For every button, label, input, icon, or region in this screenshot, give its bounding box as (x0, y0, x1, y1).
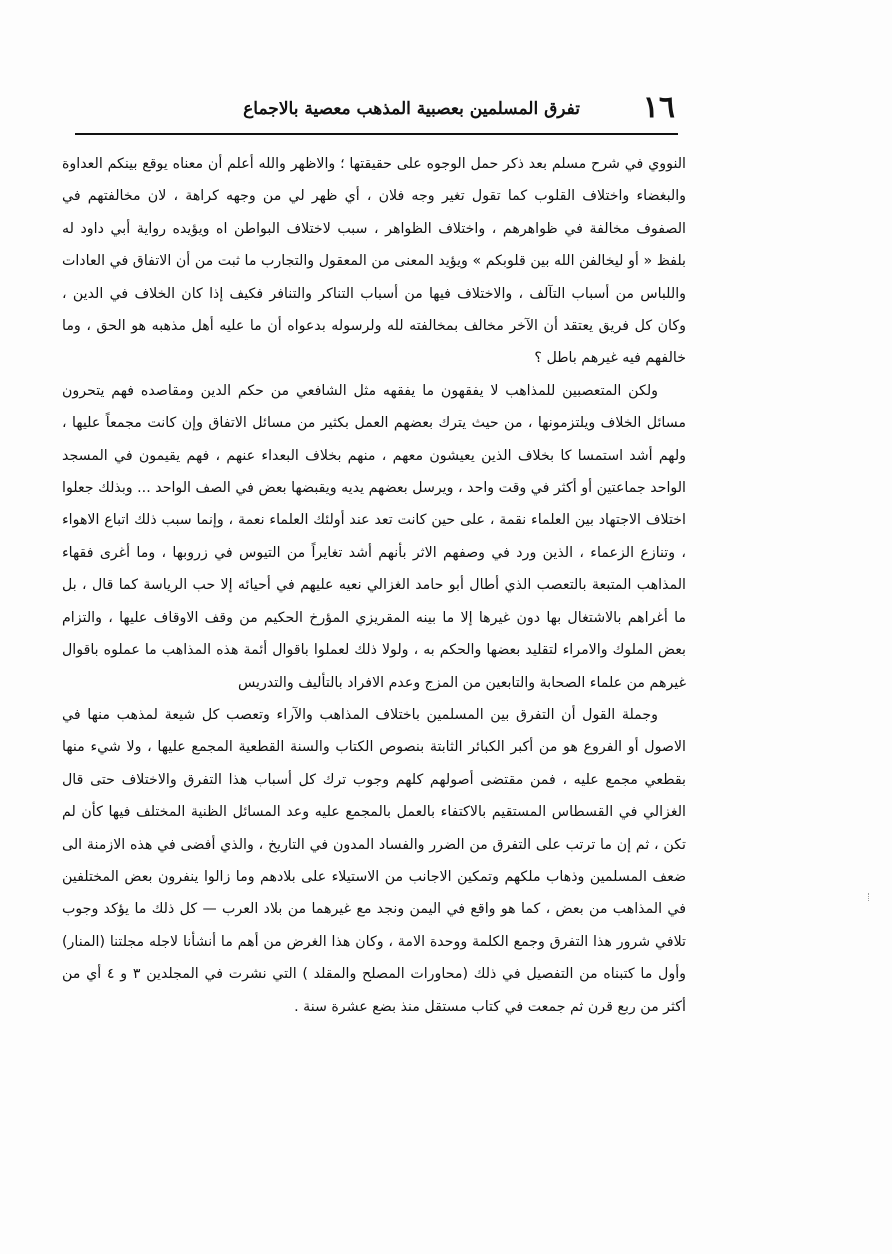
paragraph-2: ولكن المتعصبين للمذاهب لا يفقهون ما يفقهه مثل الشافعي من حكم الدين ومقاصده فهم يتحرون مسائل الخلاف ويلتزمونها ، من حيث يترك بعضهم العمل بكثير من مسائل الاتفاق وإن كانت مجمعاً عليها ، ولهم أشد استمسا كا بخلاف الذين يعيشون معهم ، منهم بخلاف البعداء عنهم ، فهم يقيمون في المسجد الواحد جماعتين أو أكثر في وقت واحد ، ويرسل بعضهم يديه ويقبضها بعض في الصف الواحد ... وبذلك جعلوا اختلاف الاجتهاد بين العلماء نقمة ، على حين كانت تعد عند أولئك العلماء نعمة ، وإنما سبب ذلك اتباع الاهواء ، وتنازع الزعماء ، الذين ورد في وصفهم الاثر بأنهم أشد تغايراً من التيوس في زروبها ، وما أغرى فقهاء المذاهب المتبعة بالتعصب الذي أطال أبو حامد الغزالي نعيه عليهم في أحيائه إلا حب الرياسة كما قال ، بل ما أغراهم بالاشتغال بها دون غيرها إلا ما بينه المقريزي المؤرخ الحكيم من وقف الاوقاف عليها ، والتزام بعض الملوك والامراء لتقليد بعضها والحكم به ، ولولا ذلك لعملوا باقوال أئمة هذه المذاهب ما عملوه باقوال غيرهم من علماء الصحابة والتابعين من المزج وعدم الافراد بالتأليف والتدريس (62, 382, 686, 691)
scan-artifact (868, 893, 874, 901)
page-number: ١٦ (642, 90, 675, 125)
running-title: تفرق المسلمين بعصبية المذهب معصية بالاجماع (243, 99, 580, 119)
header-divider (75, 133, 678, 135)
paragraph-1: النووي في شرح مسلم بعد ذكر حمل الوجوه على حقيقتها ؛ والاظهر والله أعلم أن معناه يوقع بينكم العداوة والبغضاء واختلاف القلوب كما تقول تغير وجه فلان ، أي ظهر لي من وجهه كراهة ، لان مخالفتهم في الصفوف مخالفة في ظواهرهم ، واختلاف الظواهر ، سبب لاختلاف البواطن اه ويؤيده رواية أبي داود له بلفظ « أو ليخالفن الله بين قلوبكم » ويؤيد المعنى من المعقول والتجارب ما ثبت من أن الاتفاق في العادات واللباس من أسباب التآلف ، والاختلاف فيها من أسباب التناكر والتنافر فكيف إذا كان الخلاف في الدين ، وكان كل فريق يعتقد أن الآخر مخالف بمخالفته لله ولرسوله بدعواه أن ما عليه أهل مذهبه هو الحق ، وما خالفهم فيه غيرهم باطل ؟ (62, 156, 686, 367)
body-text (62, 148, 686, 1023)
paragraph-3: وجملة القول أن التفرق بين المسلمين باختلاف المذاهب والآراء وتعصب كل شيعة لمذهب منها في الاصول أو الفروع هو من أكبر الكبائر الثابتة بنصوص الكتاب والسنة القطعية المجمع عليها ، ولا شيء منها بقطعي مجمع عليه ، فمن مقتضى أصولهم كلهم وجوب ترك كل أسباب هذا التفرق والاختلاف حتى قال الغزالي في القسطاس المستقيم بالاكتفاء بالعمل بالمجمع عليه وعد المسائل الظنية المختلف فيها كأن لم تكن ، ثم إن ما ترتب على التفرق من الضرر والفساد المدون في التاريخ ، والذي أفضى في هذه الازمنة الى ضعف المسلمين وذهاب ملكهم وتمكين الاجانب من الاستيلاء على بلادهم وما زالوا ينفرون بعض المختلفين في المذاهب من بعض ، كما هو واقع في اليمن ونجد مع غيرهما من بلاد العرب — كل ذلك ما يؤكد وجوب تلافي شرور هذا التفرق وجمع الكلمة ووحدة الامة ، وكان هذا الغرض من أهم ما أنشأنا لاجله مجلتنا (المنار) وأول ما كتبناه من التفصيل في ذلك (محاورات المصلح والمقلد ) التي نشرت في المجلدين ٣ و ٤ أي من أكثر من ربع قرن ثم جمعت في كتاب مستقل منذ بضع عشرة سنة . (62, 706, 686, 1015)
page-header (75, 88, 675, 132)
